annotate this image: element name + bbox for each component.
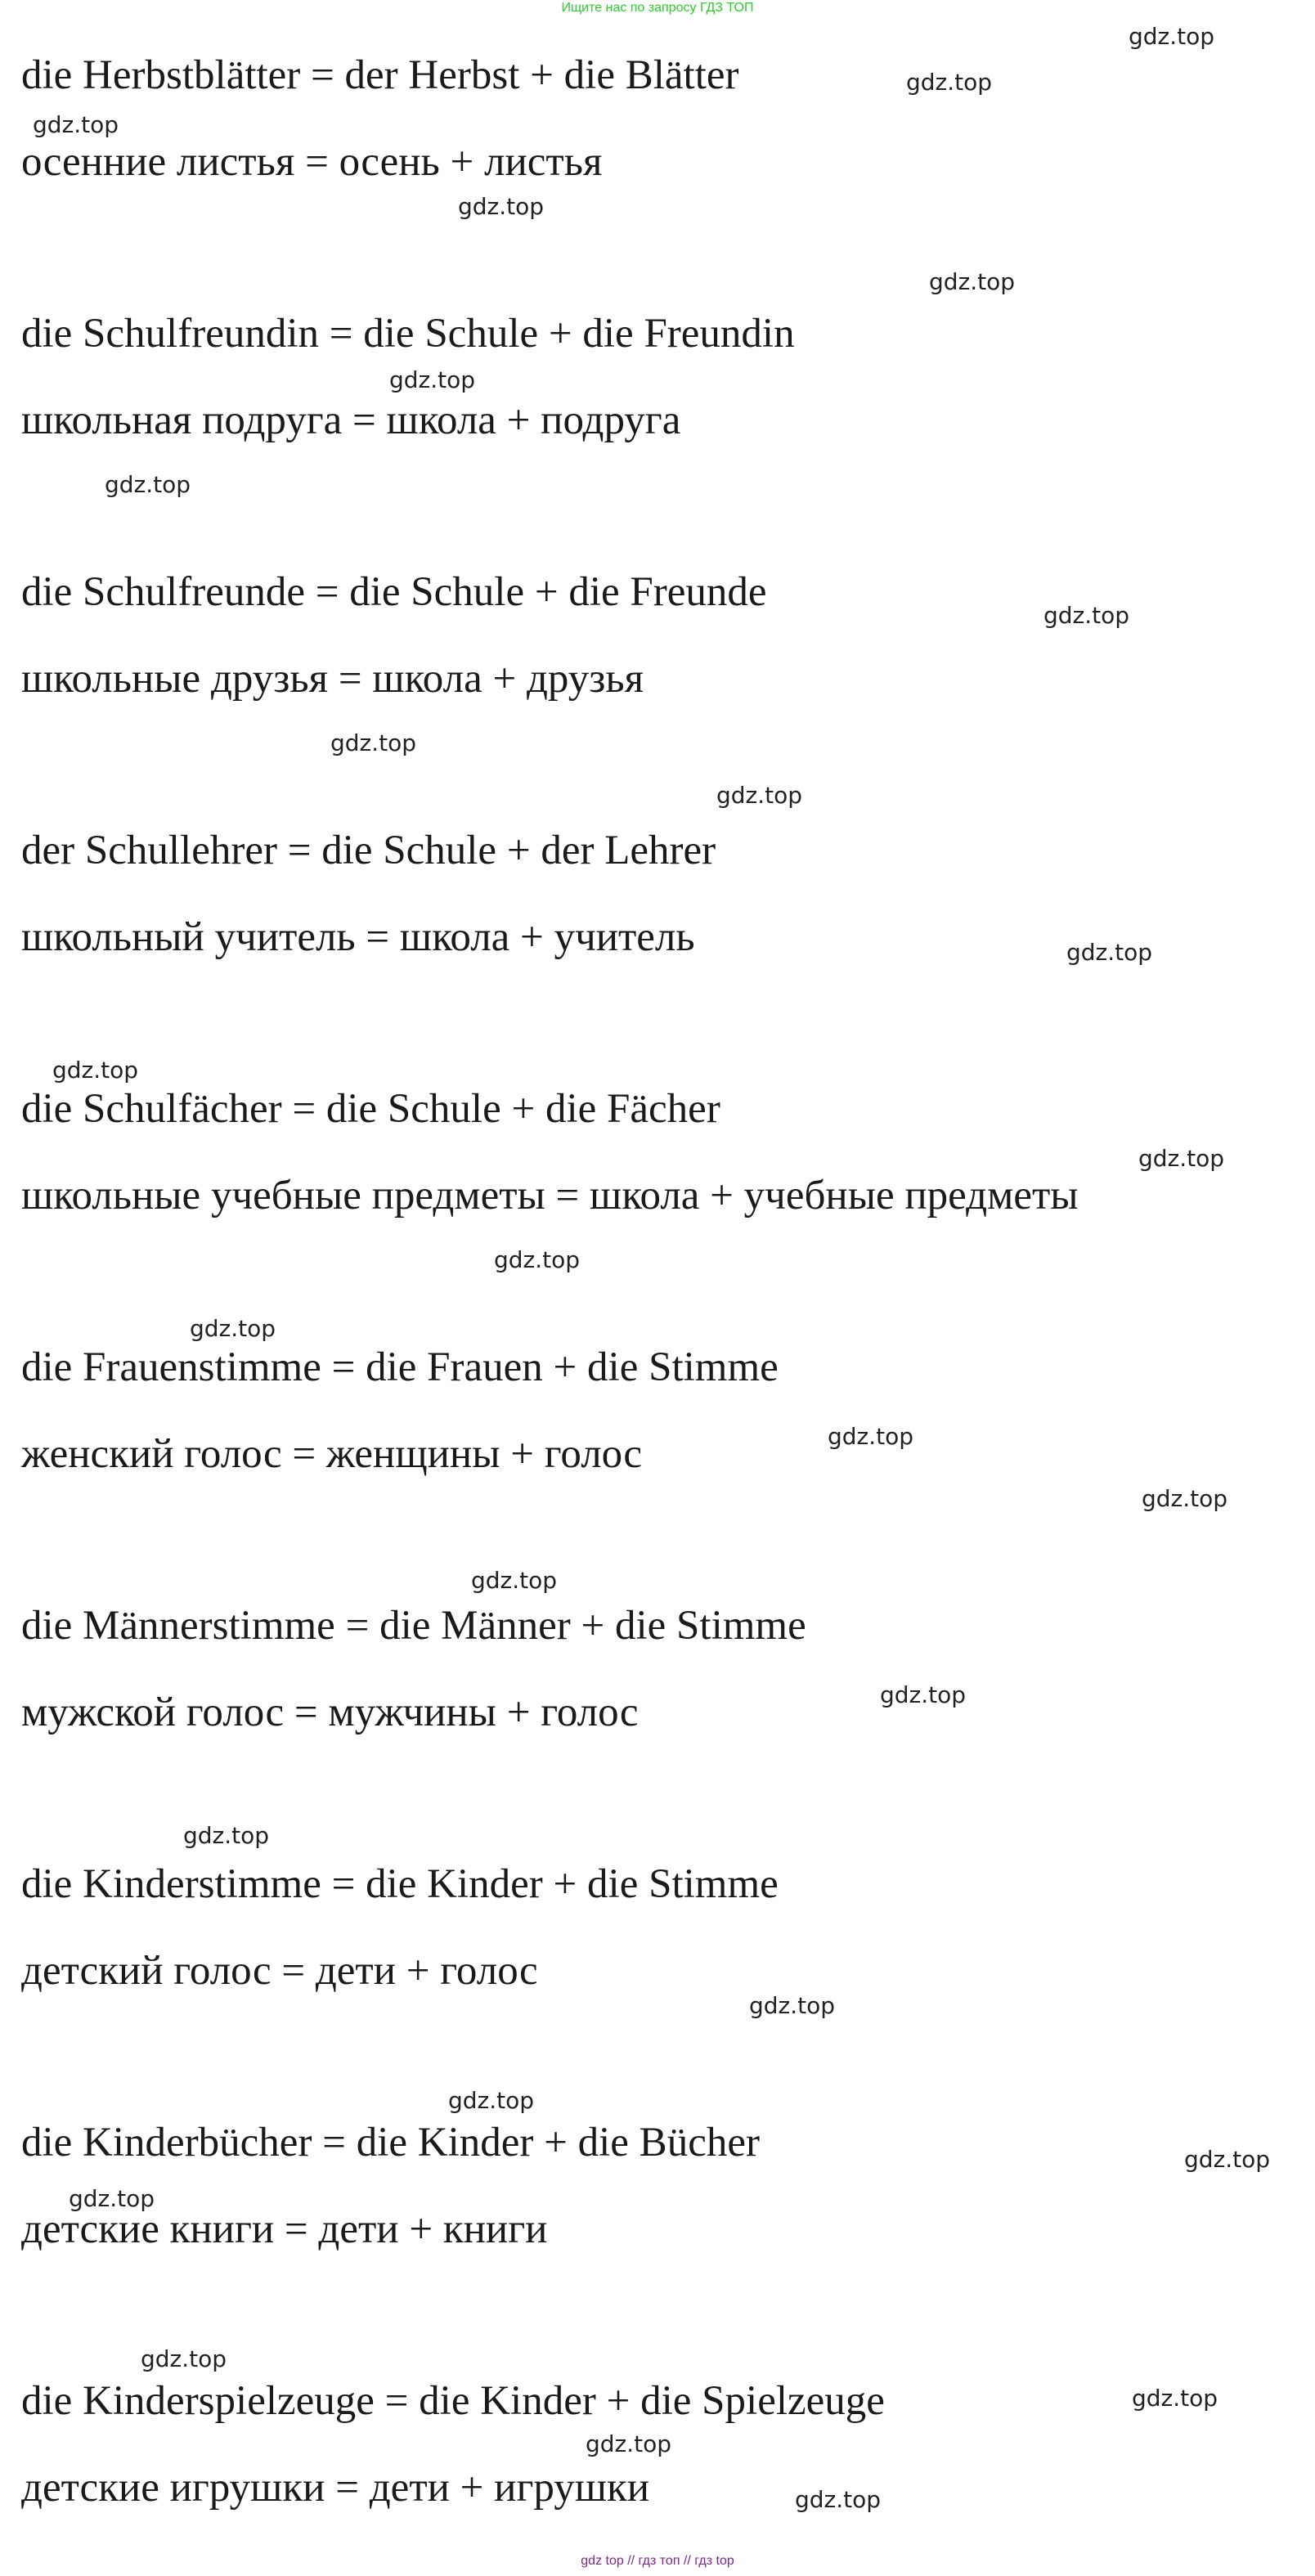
word-line-de: die Schulfreundin = die Schule + die Freundin [21,311,795,357]
watermark: gdz.top [1043,602,1130,629]
word-line-de: die Frauenstimme = die Frauen + die Stimme [21,1344,779,1390]
watermark: gdz.top [330,729,417,756]
word-line-de: die Herbstblätter = der Herbst + die Blätter [21,52,739,98]
top-search-banner: Ищите нас по запросу ГДЗ ТОП [561,1,754,15]
watermark: gdz.top [52,1057,139,1084]
watermark: gdz.top [586,2430,672,2457]
watermark: gdz.top [828,1423,914,1450]
watermark: gdz.top [716,782,803,809]
word-line-ru: детские книги = дети + книги [21,2206,548,2252]
watermark: gdz.top [1129,23,1215,50]
watermark: gdz.top [33,111,119,138]
watermark: gdz.top [183,1822,270,1849]
watermark: gdz.top [1066,939,1153,966]
word-line-de: der Schullehrer = die Schule + der Lehrer [21,828,716,873]
watermark: gdz.top [458,193,545,220]
word-line-ru: осенние листья = осень + листья [21,139,603,185]
watermark: gdz.top [880,1681,967,1708]
bottom-site-banner: gdz top // гдз топ // гдз top [581,2554,734,2568]
watermark: gdz.top [749,1992,836,2019]
watermark: gdz.top [389,366,476,393]
word-line-de: die Schulfreunde = die Schule + die Freunde [21,569,767,615]
watermark: gdz.top [1184,2146,1271,2173]
word-line-ru: мужской голос = мужчины + голос [21,1690,639,1735]
watermark: gdz.top [494,1246,581,1273]
word-line-ru: женский голос = женщины + голос [21,1431,643,1477]
watermark: gdz.top [795,2486,882,2513]
word-line-de: die Kinderstimme = die Kinder + die Stimme [21,1861,779,1907]
watermark: gdz.top [1132,2385,1219,2412]
watermark: gdz.top [1138,1145,1225,1172]
watermark: gdz.top [69,2185,155,2212]
word-line-ru: школьный учитель = школа + учитель [21,914,695,960]
word-line-ru: детский голос = дети + голос [21,1948,538,1994]
word-line-ru: школьная подруга = школа + подруга [21,397,681,443]
watermark: gdz.top [929,268,1016,295]
word-line-de: die Schulfächer = die Schule + die Fächer [21,1086,720,1132]
word-line-de: die Kinderspielzeuge = die Kinder + die Spielzeuge [21,2378,885,2424]
watermark: gdz.top [906,69,993,96]
word-line-de: die Kinderbücher = die Kinder + die Bücher [21,2120,760,2165]
watermark: gdz.top [448,2087,535,2114]
word-line-de: die Männerstimme = die Männer + die Stimme [21,1603,806,1649]
watermark: gdz.top [190,1315,276,1342]
word-line-ru: детские игрушки = дети + игрушки [21,2465,650,2511]
watermark: gdz.top [141,2345,227,2372]
watermark: gdz.top [1142,1485,1228,1512]
watermark: gdz.top [471,1567,558,1594]
word-line-ru: школьные учебные предметы = школа + учебные предметы [21,1173,1079,1218]
word-line-ru: школьные друзья = школа + друзья [21,656,644,702]
watermark: gdz.top [105,471,191,498]
